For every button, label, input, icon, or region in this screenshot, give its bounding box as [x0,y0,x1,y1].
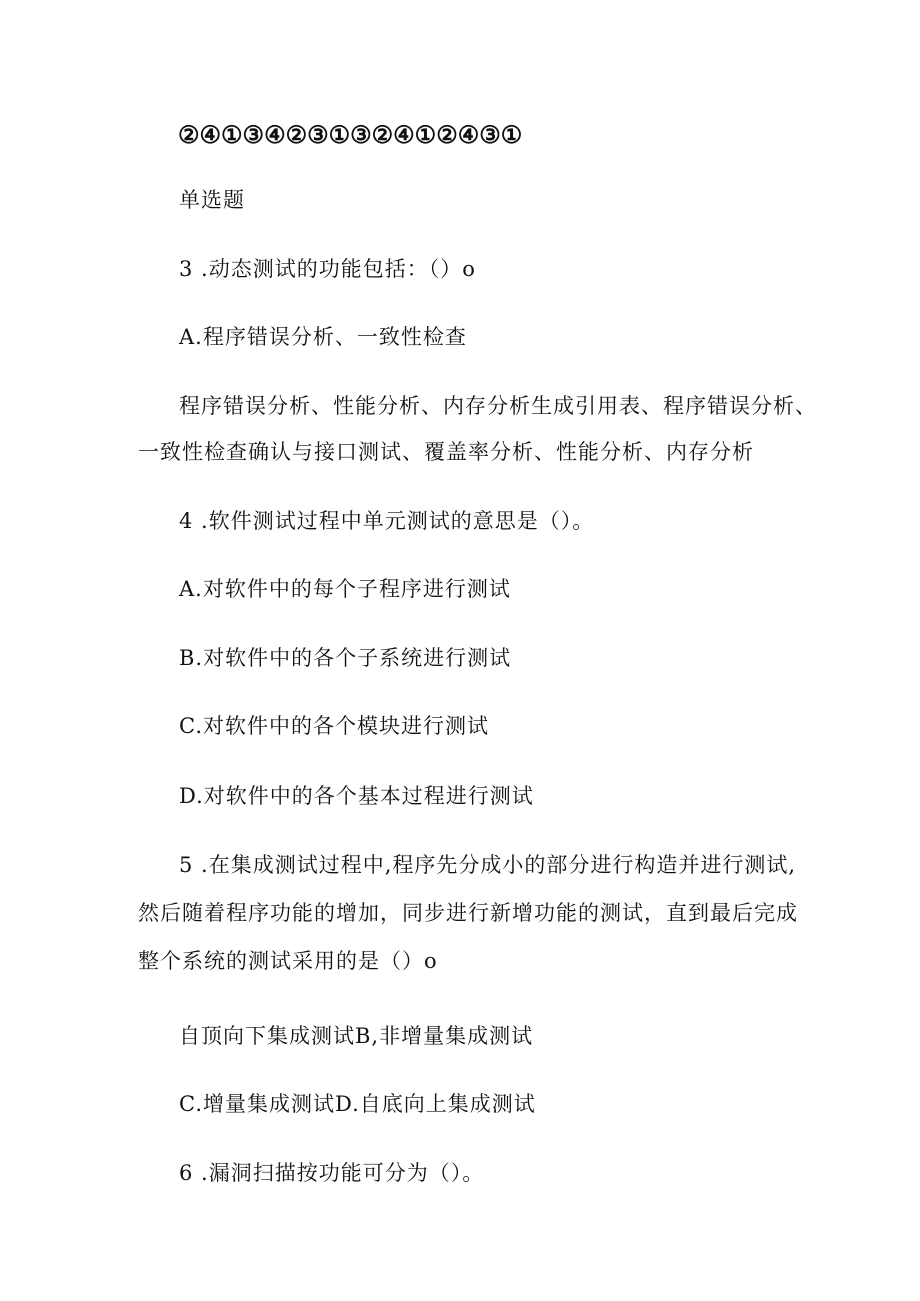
question-6-stem: 6 .漏洞扫描按功能可分为（）。 [179,1161,485,1185]
question-3-extra-line-2: 一致性检查确认与接口测试、覆盖率分析、性能分析、内存分析 [138,440,754,464]
question-5-options-line-2: C.增量集成测试D.自底向上集成测试 [179,1092,536,1116]
question-5-stem-line-1: 5 .在集成测试过程中,程序先分成小的部分进行构造并进行测试, [179,853,797,877]
question-4-stem: 4 .软件测试过程中单元测试的意思是（）。 [179,509,595,533]
question-3-extra-line-1: 程序错误分析、性能分析、内存分析生成引用表、程序错误分析、 [179,394,817,418]
question-3-option-a: A.程序错误分析、一致性检查 [179,325,467,349]
question-4-option-c: C.对软件中的各个模块进行测试 [179,714,489,738]
question-5-stem-line-2: 然后随着程序功能的增加，同步进行新增功能的测试，直到最后完成 [138,901,798,925]
question-5-stem-line-3: 整个系统的测试采用的是（）o [138,949,438,973]
answer-key-text: ②④①③④②③①③②④①②④③① [178,120,523,149]
question-4-option-b: B.对软件中的各个子系统进行测试 [179,646,512,670]
section-label: 单选题 [179,188,245,212]
question-3-stem: 3 .动态测试的功能包括：（）o [179,257,476,281]
answer-key [178,120,523,149]
question-4-option-a: A.对软件中的每个子程序进行测试 [179,577,511,601]
question-5-options-line-1: 自顶向下集成测试B,非增量集成测试 [179,1024,534,1048]
question-4-option-d: D.对软件中的各个基本过程进行测试 [179,784,534,808]
